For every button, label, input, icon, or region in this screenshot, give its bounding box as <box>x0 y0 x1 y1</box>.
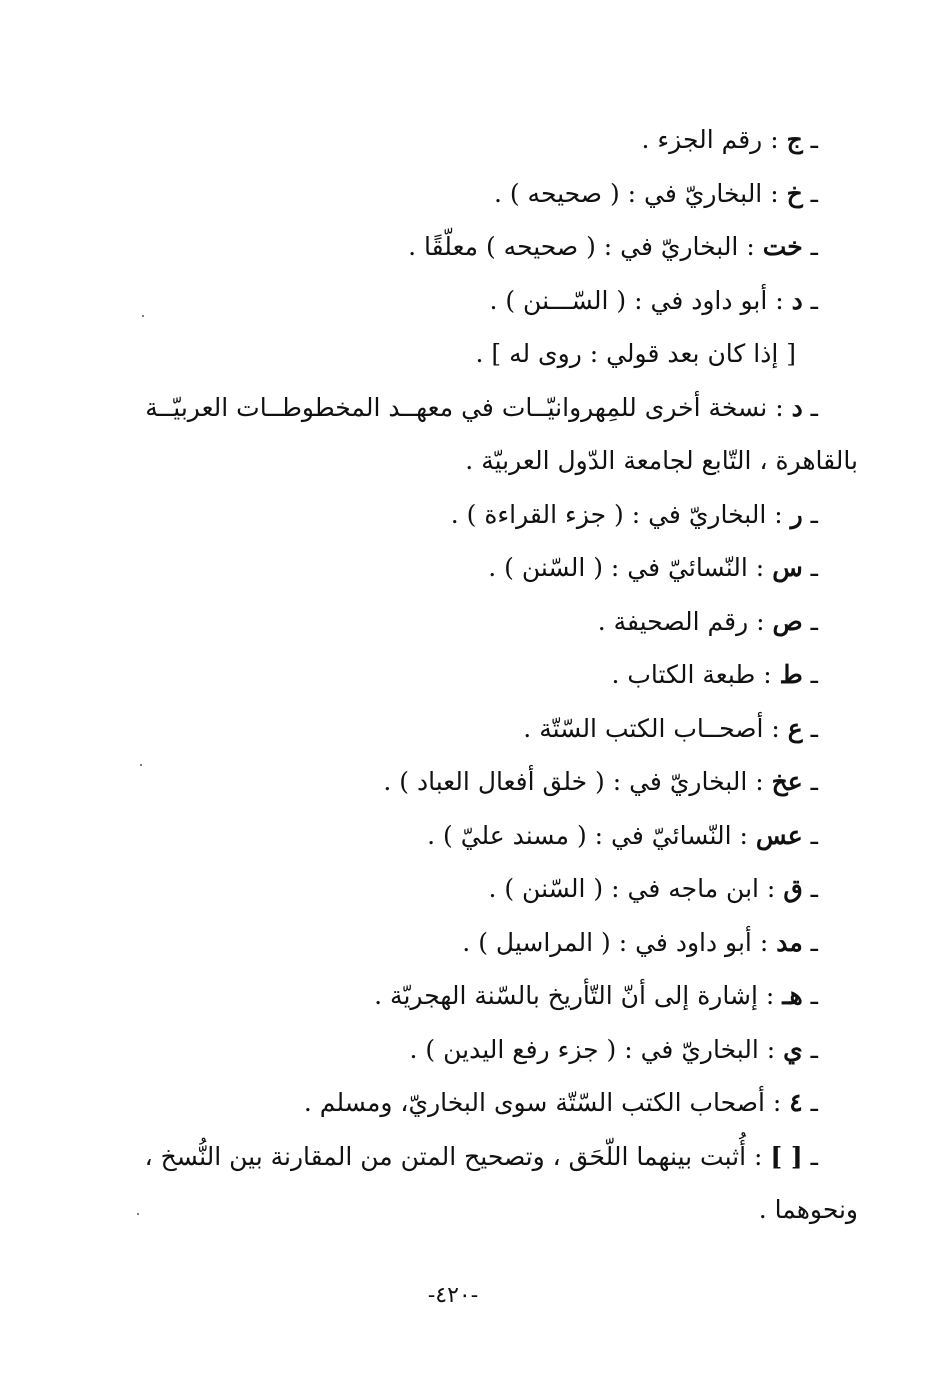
entry-symbol: ق <box>783 874 803 903</box>
entry-symbol: خت <box>762 232 803 261</box>
entry-text: : النّسائيّ في : ( السّنن ) . <box>488 553 773 582</box>
entry-text: : أُثبت بينهما اللّحَق ، وتصحيح المتن من المقارنة بين النُّسخ ، <box>144 1141 771 1171</box>
list-item <box>98 381 858 488</box>
entry-symbol: ٤ <box>789 1088 803 1117</box>
list-item <box>118 488 818 542</box>
entry-dash: ـ <box>810 499 818 529</box>
entry-symbol: هـ <box>782 981 803 1010</box>
entry-symbol: عس <box>755 820 803 850</box>
list-item <box>118 755 818 809</box>
entry-dash: ـ <box>810 392 818 422</box>
entry-text: : أبو داود في : ( السّـــنن ) . <box>489 285 792 315</box>
paper-speck <box>140 764 142 766</box>
list-item <box>118 809 818 863</box>
entry-text: : طبعة الكتاب . <box>611 660 780 689</box>
entry-text: : ابن ماجه في : ( السّنن ) . <box>488 874 784 903</box>
paper-speck <box>137 1213 139 1215</box>
entry-symbol: ر <box>790 499 803 529</box>
entry-text: : إشارة إلى أنّ التّأريخ بالسّنة الهجريّة . <box>374 981 783 1010</box>
entry-text: : النّسائيّ في : ( مسند عليّ ) . <box>427 820 756 850</box>
list-item <box>118 113 818 167</box>
abbreviation-list <box>118 113 858 1237</box>
list-item <box>118 167 818 221</box>
entry-text: : نسخة أخرى للمِهروانيّــات في معهــد المخطوطــات العربيّــة <box>145 392 792 422</box>
list-item <box>118 1076 818 1130</box>
list-item <box>118 541 818 595</box>
entry-dash: ـ <box>810 874 818 903</box>
entry-symbol: خ <box>786 178 803 208</box>
entry-dash: ـ <box>810 553 818 582</box>
entry-text: : أصحــاب الكتب السّتّة . <box>523 713 788 743</box>
entry-text: : البخاريّ في : ( جزء رفع اليدين ) . <box>409 1034 784 1064</box>
list-item <box>118 220 818 274</box>
entry-text: [ إذا كان بعد قولي : روى له ] . <box>475 339 796 368</box>
list-item <box>118 702 818 756</box>
entry-symbol: ط <box>779 660 803 689</box>
entry-dash: ـ <box>810 606 818 636</box>
entry-text: : رقم الجزء . <box>641 125 787 154</box>
paper-speck <box>142 315 144 317</box>
list-item <box>98 1130 858 1237</box>
entry-dash: ـ <box>810 981 818 1010</box>
entry-dash: ـ <box>810 178 818 208</box>
entry-symbol: س <box>772 553 803 582</box>
list-item <box>118 916 818 970</box>
entry-symbol: ج <box>786 125 803 154</box>
entry-dash: ـ <box>810 660 818 689</box>
entry-dash: ـ <box>810 927 818 957</box>
entry-dash: ـ <box>810 820 818 850</box>
entry-symbol: ي <box>783 1034 803 1064</box>
entry-text: : البخاريّ في : ( صحيحه ) معلّقًا . <box>408 232 763 261</box>
list-item <box>118 1023 818 1077</box>
entry-symbol: مد <box>776 927 803 957</box>
list-item <box>118 969 818 1023</box>
entry-text: : البخاريّ في : ( جزء القراءة ) . <box>450 499 791 529</box>
entry-text: : أصحاب الكتب السّتّة سوى البخاريّ، ومسلم . <box>303 1088 790 1117</box>
entry-text: : رقم الصحيفة . <box>597 606 773 636</box>
entry-dash: ـ <box>810 767 818 796</box>
entry-dash: ـ <box>810 232 818 261</box>
entry-dash: ـ <box>810 713 818 743</box>
entry-symbol: ص <box>772 606 803 636</box>
entry-dash: ـ <box>810 1088 818 1117</box>
entry-text: : البخاريّ في : ( صحيحه ) . <box>493 178 787 208</box>
entry-dash: ـ <box>810 1034 818 1064</box>
list-item <box>118 862 818 916</box>
entry-continuation: ونحوهما . <box>758 1195 858 1224</box>
entry-symbol: د <box>791 392 803 422</box>
entry-continuation: بالقاهرة ، التّابع لجامعة الدّول العربيّة . <box>465 446 858 475</box>
entry-symbol: [ ] <box>770 1141 803 1171</box>
list-item <box>118 274 818 328</box>
entry-text: : أبو داود في : ( المراسيل ) . <box>462 927 777 957</box>
entry-symbol: د <box>791 285 803 315</box>
entry-text: : البخاريّ في : ( خلق أفعال العباد ) . <box>383 767 772 796</box>
entry-symbol: عخ <box>771 767 803 796</box>
entry-symbol: ع <box>787 713 803 743</box>
list-item <box>118 648 818 702</box>
list-item-note <box>118 327 818 381</box>
entry-dash: ـ <box>810 1141 818 1171</box>
page-number: -٤٢٠- <box>427 1283 479 1308</box>
entry-dash: ـ <box>810 285 818 315</box>
list-item <box>118 595 818 649</box>
entry-dash: ـ <box>810 125 818 154</box>
